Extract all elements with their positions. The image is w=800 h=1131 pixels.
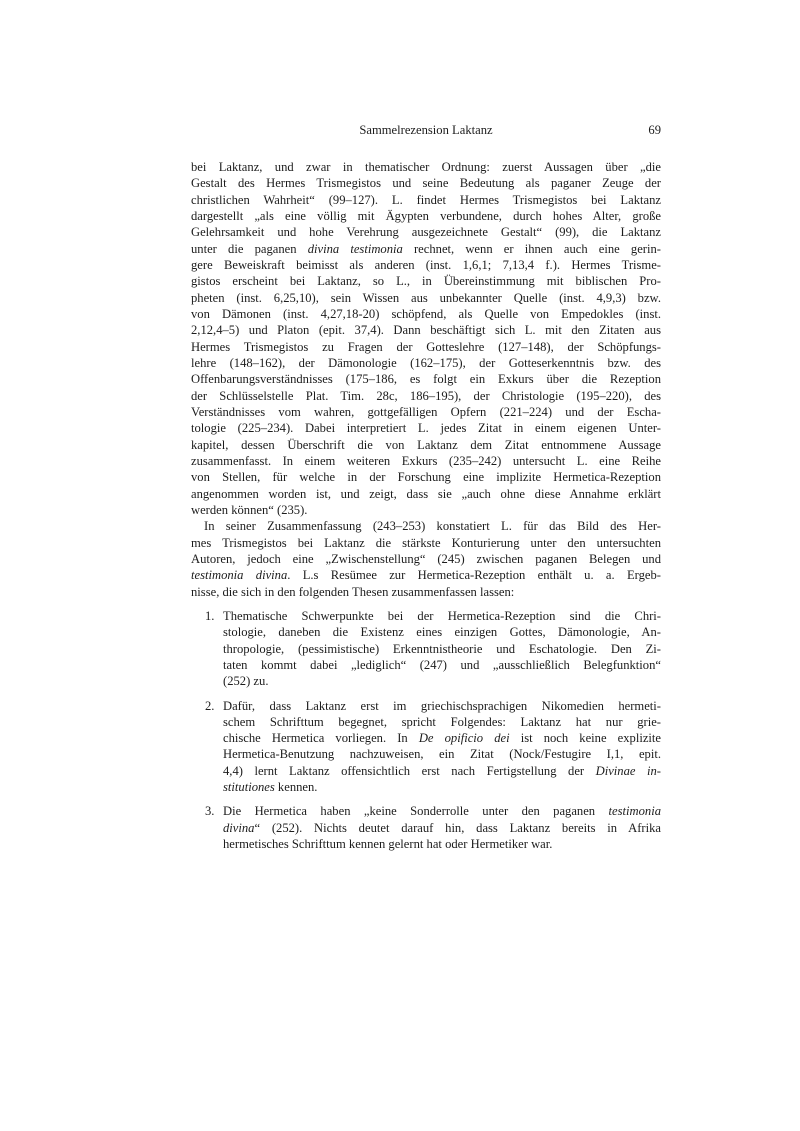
text-line: 2,12,4–5) und Platon (epit. 37,4). Dann beschäftigt sich L. mit den Zitaten aus — [191, 323, 661, 338]
list-item — [191, 803, 661, 852]
text-line: stitutiones kennen. — [223, 780, 318, 795]
text-line: Gelehrsamkeit und hohe Verehrung ausgezeichnete Gestalt“ (99), die Laktanz — [191, 225, 661, 240]
text-line: christlichen Wahrheit“ (99–127). L. findet Hermes Trismegistos bei Laktanz — [191, 192, 661, 207]
list-item — [191, 698, 661, 796]
text-line: dargestellt „als eine völlig mit Ägypten verbundene, durch hohes Alter, große — [191, 208, 661, 223]
text-line: gere Beweiskraft beimisst als anderen (inst. 1,6,1; 7,13,4 f.). Hermes Trisme- — [191, 257, 661, 272]
text-line: Dafür, dass Laktanz erst im griechischsprachigen Nikomedien hermeti- — [223, 698, 661, 713]
text-line: kapitel, dessen Überschrift die von Laktanz dem Zitat entnommene Aussage — [191, 437, 661, 452]
text-line: In seiner Zusammenfassung (243–253) konstatiert L. für das Bild des Her- — [204, 519, 661, 534]
text-line: werden können“ (235). — [191, 502, 308, 517]
text-line: bei Laktanz, und zwar in thematischer Ordnung: zuerst Aussagen über „die — [191, 160, 661, 174]
text-line: nisse, die sich in den folgenden Thesen zusammenfassen lassen: — [191, 584, 515, 599]
item-number: 2. — [205, 698, 215, 713]
item-number: 1. — [205, 608, 215, 623]
text-line: angenommen worden ist, und zeigt, dass sie „auch ohne diese Annahme erklärt — [191, 486, 661, 501]
text-line: Autoren, jedoch eine „Zwischenstellung“ (245) zwischen paganen Belegen und — [191, 551, 661, 566]
text-line: zusammenfasst. In einem weiteren Exkurs (235–242) untersucht L. eine Reihe — [191, 453, 661, 468]
text-line: mes Trismegistos bei Laktanz die stärkste Konturierung unter den untersuchten — [191, 535, 661, 550]
text-line: unter die paganen divina testimonia rechnet, wenn er ihnen auch eine gerin- — [191, 241, 661, 256]
text-line: (252) zu. — [223, 674, 269, 689]
text-line: chische Hermetica vorliegen. In De opificio dei ist noch keine explizite — [223, 731, 662, 746]
text-line: tologie (225–234). Dabei interpretiert L. jedes Zitat in einem eigenen Unter- — [191, 421, 661, 436]
text-line: Verständnisses vom wahren, gottgefälligen Opfern (221–224) und der Escha- — [191, 404, 661, 419]
text-line: von Dämonen (inst. 4,27,18-20) schöpfend, als Quelle von Empedokles (inst. — [191, 306, 661, 321]
text-line: taten kommt dabei „lediglich“ (247) und „ausschließlich Belegfunktion“ — [223, 657, 661, 672]
text-line: der Schlüsselstelle Plat. Tim. 28c, 186–195), der Christologie (195–220), des — [191, 388, 661, 403]
text-line: Gestalt des Hermes Trismegistos und seine Bedeutung als paganer Zeuge der — [191, 176, 661, 191]
text-line: schem Schrifttum begegnet, spricht Folgendes: Laktanz hat nur grie- — [223, 714, 661, 729]
text-line: hermetisches Schrifttum kennen gelernt hat oder Hermetiker war. — [223, 837, 553, 852]
text-column — [191, 122, 661, 852]
text-line: von Stellen, für welche in der Forschung eine implizite Hermetica-Rezeption — [191, 470, 661, 485]
paragraph — [191, 159, 661, 518]
paragraph — [191, 518, 661, 600]
running-title: Sammelrezension Laktanz — [359, 123, 493, 137]
text-line: pheten (inst. 6,25,10), sein Wissen aus unbekannter Quelle (inst. 4,9,3) bzw. — [191, 290, 661, 305]
page-number: 69 — [648, 123, 661, 137]
text-line: testimonia divina. L.s Resümee zur Hermetica-Rezeption enthält u. a. Ergeb- — [191, 568, 661, 583]
text-line: Offenbarungsverständnisses (175–186, es folgt ein Exkurs über die Rezeption — [191, 372, 661, 387]
text-line: Hermetica-Benutzung nachzuweisen, ein Zitat (Nock/Festugire I,1, epit. — [223, 747, 661, 762]
text-line: divina“ (252). Nichts deutet darauf hin, dass Laktanz bereits in Afrika — [223, 820, 661, 835]
document-body — [191, 159, 661, 852]
list-item — [191, 608, 661, 690]
page-header — [191, 122, 661, 139]
text-line: Die Hermetica haben „keine Sonderrolle unter den paganen testimonia — [223, 804, 661, 819]
text-line: stologie, daneben die Existenz eines einzigen Gottes, Dämonologie, An- — [223, 625, 661, 640]
text-line: 4,4) lernt Laktanz offensichtlich erst nach Fertigstellung der Divinae in- — [223, 763, 661, 778]
text-line: Hermes Trismegistos zu Fragen der Gotteslehre (127–148), der Schöpfungs- — [191, 339, 661, 354]
text-line: thropologie, (pessimistische) Erkenntnistheorie und Eschatologie. Den Zi- — [223, 641, 661, 656]
text-line: gistos erscheint bei Laktanz, so L., in Übereinstimmung mit biblischen Pro- — [191, 274, 661, 289]
item-number: 3. — [205, 804, 215, 819]
text-line: lehre (148–162), der Dämonologie (162–175), der Gotteserkenntnis bzw. des — [191, 355, 661, 370]
text-line: Thematische Schwerpunkte bei der Hermetica-Rezeption sind die Chri- — [223, 608, 661, 623]
